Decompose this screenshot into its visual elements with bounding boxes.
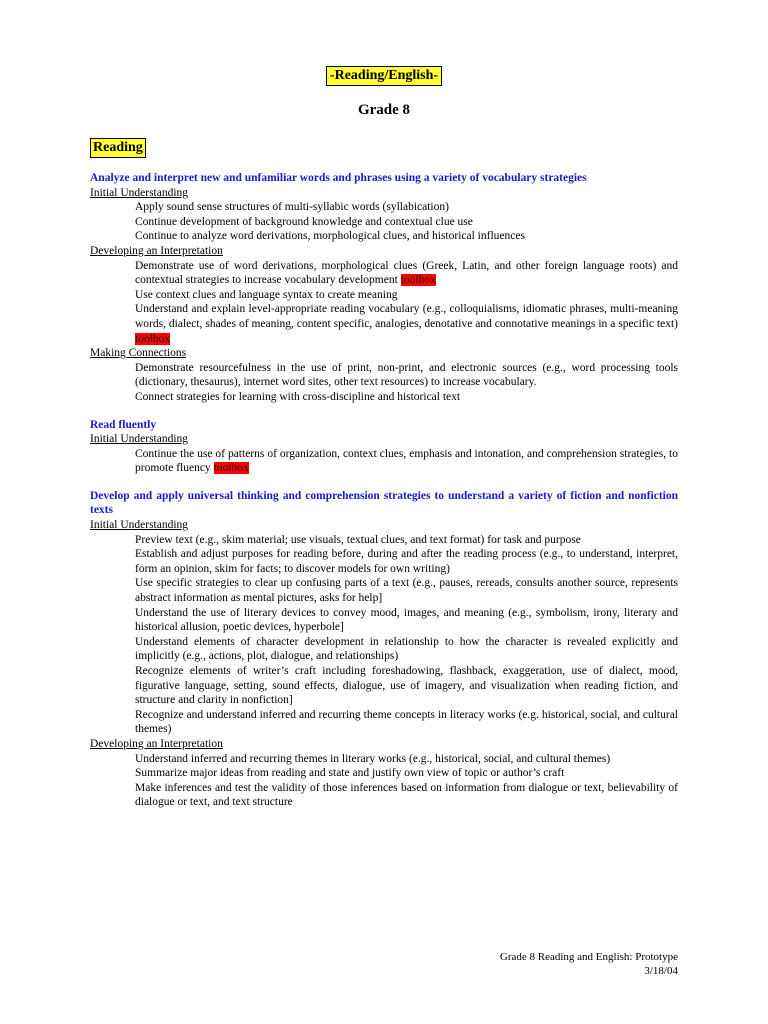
standard-heading: Develop and apply universal thinking and comprehension strategies to understand a variety of fiction and nonfiction texts [90, 489, 678, 517]
list-item [90, 229, 678, 244]
list-item [90, 259, 678, 288]
level-heading: Making Connections [90, 347, 187, 360]
list-item [90, 533, 678, 548]
list-item-text: Understand and explain level-appropriate reading vocabulary (e.g., colloquialisms, idiomatic phrases, multi-meaning words, dialect, shades of meaning, content specific, analogies, denotative and connotative meanings in a specific text) [135, 303, 678, 330]
list-item-text: Preview text (e.g., skim material; use visuals, textual clues, and text format) for task and purpose [135, 533, 581, 546]
standards-content [90, 171, 678, 810]
footer-line-1: Grade 8 Reading and English: Prototype [499, 951, 678, 963]
list-item-text: Understand the use of literary devices to convey mood, images, and meaning (e.g., symbolism, irony, literary and historical allusion, poetic devices, hyperbole] [135, 606, 678, 634]
list-item [90, 200, 678, 215]
list-item [90, 766, 678, 781]
list-item-text: Summarize major ideas from reading and state and justify own view of topic or author’s craft [135, 767, 565, 780]
list-item [90, 752, 678, 767]
list-item [90, 635, 678, 664]
list-item-text: Recognize and understand inferred and recurring theme concepts in literacy works (e.g. historical, social, and cultural themes) [135, 708, 678, 736]
list-item [90, 215, 678, 230]
level-heading: Developing an Interpretation [90, 737, 223, 750]
list-item-text: Recognize elements of writer’s craft including foreshadowing, flashback, exaggeration, use of dialect, mood, figurative language, setting, sound effects, dialogue, use of imagery, and visualization when reading fiction, and structure and clarity in nonfiction] [135, 665, 678, 707]
list-item [90, 361, 678, 390]
footer [500, 950, 678, 978]
list-item-text: Understand inferred and recurring themes in literary works (e.g., historical, social, and cultural themes) [135, 752, 611, 765]
list-item-text: Connect strategies for learning with cross-discipline and historical text [135, 390, 461, 403]
standard-heading: Read fluently [90, 418, 157, 431]
list-item-text: Use specific strategies to clear up confusing parts of a text (e.g., pauses, rereads, consults another source, represents abstract information as mental pictures, asks for help] [135, 577, 678, 605]
list-item [90, 576, 678, 605]
toolbox-link[interactable]: toolbox [213, 462, 249, 475]
title-wrap [0, 66, 768, 86]
level-heading: Initial Understanding [90, 186, 189, 199]
list-item [90, 390, 678, 405]
list-item [90, 547, 678, 576]
level-heading: Initial Understanding [90, 433, 189, 446]
footer-date: 3/18/04 [644, 965, 678, 977]
list-item [90, 447, 678, 476]
list-item-text: Establish and adjust purposes for reading before, during and after the reading process (e.g., to understand, interpret, form an opinion, skim for facts; to discover models for own writing) [135, 548, 678, 575]
list-item-text: Demonstrate resourcefulness in the use of print, non-print, and electronic sources (e.g., word processing tools (dictionary, thesaurus), internet word sites, other text resources) to increase vocabulary. [135, 361, 678, 389]
list-item [90, 781, 678, 810]
grade-heading: Grade 8 [357, 102, 411, 118]
level-heading: Initial Understanding [90, 519, 189, 532]
level-heading: Developing an Interpretation [90, 244, 223, 257]
list-item-text: Apply sound sense structures of multi-syllabic words (syllabication) [135, 201, 449, 214]
list-item [90, 708, 678, 737]
list-item-text: Use context clues and language syntax to create meaning [135, 288, 398, 301]
toolbox-link[interactable]: toolbox [135, 332, 171, 345]
list-item [90, 664, 678, 708]
list-item-text: Continue the use of patterns of organization, context clues, emphasis and intonation, and comprehension strategies, to promote fluency [135, 447, 678, 475]
list-item [90, 302, 678, 346]
list-item-text: Demonstrate use of word derivations, morphological clues (Greek, Latin, and other foreign language roots) and contextual strategies to increase vocabulary development [135, 259, 678, 287]
list-item [90, 288, 678, 303]
toolbox-link[interactable]: toolbox [400, 274, 436, 287]
standard-heading: Analyze and interpret new and unfamiliar words and phrases using a variety of vocabulary strategies [90, 172, 587, 184]
list-item-text: Continue development of background knowledge and contextual clue use [135, 215, 473, 228]
list-item [90, 606, 678, 635]
list-item-text: Understand elements of character development in relationship to how the character is revealed explicitly and implicitly (e.g., actions, plot, dialogue, and relationships) [135, 635, 678, 663]
section-label: Reading [90, 138, 146, 158]
document-title: -Reading/English- [326, 66, 442, 86]
list-item-text: Continue to analyze word derivations, morphological clues, and historical influences [135, 230, 525, 243]
list-item-text: Make inferences and test the validity of those inferences based on information from dialogue or text, believability of dialogue or text, and text structure [135, 781, 678, 809]
